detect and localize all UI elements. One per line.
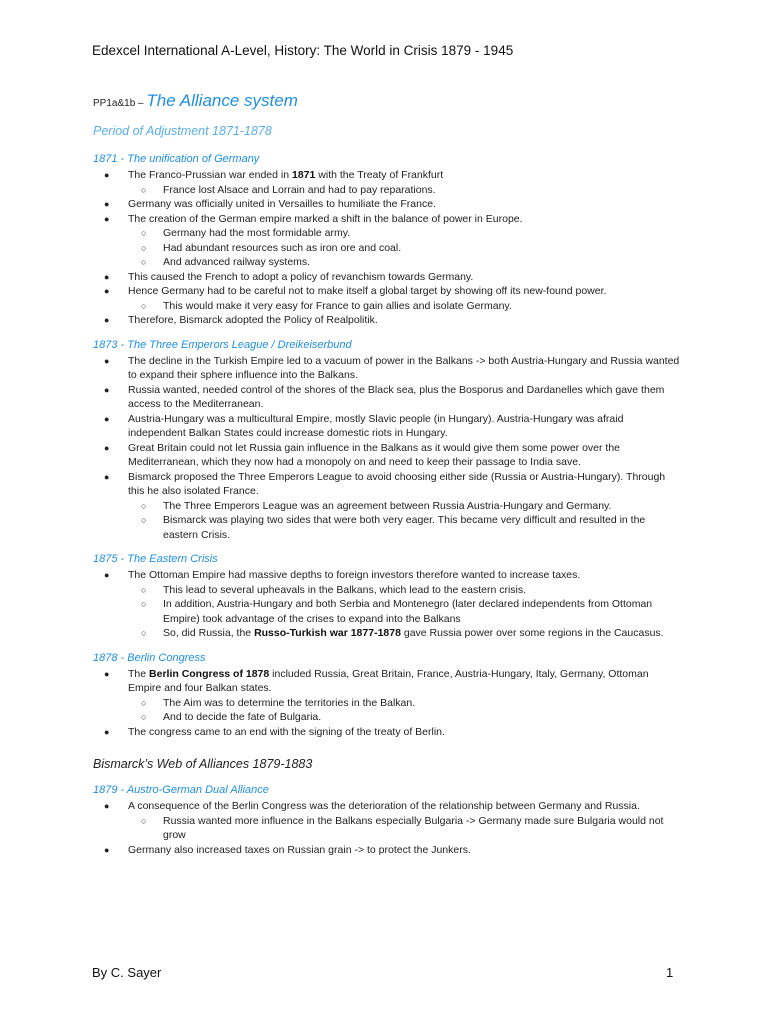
bullet-item xyxy=(93,197,683,212)
hollow-bullet-icon: ○ xyxy=(141,300,147,311)
item-text: And advanced railway systems. xyxy=(163,256,311,268)
item-text: France lost Alsace and Lorrain and had to pay reparations. xyxy=(163,183,436,196)
solid-bullet-icon: ● xyxy=(104,413,110,424)
sub-bullet-item xyxy=(93,241,683,256)
solid-bullet-icon: ● xyxy=(104,384,110,395)
bold-text: 1871 xyxy=(292,169,316,181)
bullet-item xyxy=(93,725,683,740)
item-text: The decline in the Turkish Empire led to a vacuum of power in the Balkans -> both Austria-Hungary and Russia wanted to expand their sphere influence into the Balkans. xyxy=(128,354,680,381)
sub-bullet-item xyxy=(93,299,683,314)
bullet-item xyxy=(93,667,683,696)
solid-bullet-icon: ● xyxy=(104,213,110,224)
sub-bullet-item xyxy=(93,499,683,514)
title-dash: – xyxy=(135,98,147,109)
document-title: The Alliance system xyxy=(146,91,298,110)
item-text: And to decide the fate of Bulgaria. xyxy=(163,711,322,723)
hollow-bullet-icon: ○ xyxy=(141,257,147,267)
page-header: Edexcel International A-Level, History: The World in Crisis 1879 - 1945 xyxy=(92,43,514,58)
item-text: Therefore, Bismarck adopted the Policy of Realpolitik. xyxy=(128,314,378,326)
item-text: included Russia, Great Britain, France, Austria-Hungary, Italy, Germany, Ottoman Empire and four Balkan states. xyxy=(128,667,649,694)
hollow-bullet-icon: ○ xyxy=(141,712,147,722)
solid-bullet-icon: ● xyxy=(104,170,110,180)
sub-bullet-item xyxy=(93,513,683,542)
hollow-bullet-icon: ○ xyxy=(141,228,147,238)
solid-bullet-icon: ● xyxy=(104,726,110,737)
item-text: So, did Russia, the xyxy=(163,627,255,639)
item-text: The Three Emperors League was an agreement between Russia Austria-Hungary and Germany. xyxy=(163,499,612,512)
hollow-bullet-icon: ○ xyxy=(141,242,147,253)
item-text: Russia wanted more influence in the Balkans especially Bulgaria -> Germany made sure Bulgaria would not grow xyxy=(163,814,664,841)
section-heading: 1875 - The Eastern Crisis xyxy=(93,553,218,565)
bold-text: Berlin Congress of 1878 xyxy=(149,667,270,680)
period-heading: Bismarck’s Web of Alliances 1879-1883 xyxy=(93,757,313,771)
item-text: Austria-Hungary was a multicultural Empire, mostly Slavic people (in Hungary). Austria-Hungary was afraid independent Balkan States could increase domestic riots in Hungary. xyxy=(128,412,624,439)
item-text: Germany had the most formidable army. xyxy=(163,227,351,239)
title-code: PP1a&1b xyxy=(93,98,136,109)
sub-bullet-item xyxy=(93,597,683,626)
hollow-bullet-icon: ○ xyxy=(141,515,147,525)
item-text: This caused the French to adopt a policy of revanchism towards Germany. xyxy=(128,270,474,283)
item-text: This would make it very easy for France to gain allies and isolate Germany. xyxy=(163,299,512,312)
item-text: This lead to several upheavals in the Balkans, which lead to the eastern crisis. xyxy=(163,583,527,596)
sub-bullet-item xyxy=(93,710,683,725)
item-text: The congress came to an end with the signing of the treaty of Berlin. xyxy=(128,725,445,738)
bullet-list xyxy=(93,168,683,328)
hollow-bullet-icon: ○ xyxy=(141,599,147,609)
item-text: Bismarck proposed the Three Emperors League to avoid choosing either side (Russia or Austria-Hungary). Through this he also isolated France. xyxy=(128,470,666,497)
sub-bullet-item xyxy=(93,226,683,241)
item-text: Germany also increased taxes on Russian grain -> to protect the Junkers. xyxy=(128,843,471,856)
sub-bullet-item xyxy=(93,183,683,198)
item-text: with the Treaty of Frankfurt xyxy=(315,169,444,181)
solid-bullet-icon: ● xyxy=(104,471,110,482)
item-text: Russia wanted, needed control of the shores of the Black sea, plus the Bosporus and Dardanelles which gave them access to the Mediterranean. xyxy=(128,383,665,410)
item-text: Great Britain could not let Russia gain influence in the Balkans as it would give them some power over the Mediterranean, which they now had a monopoly on and need to keep their passage to India save. xyxy=(128,441,621,468)
periods-container xyxy=(93,124,683,857)
bullet-item xyxy=(93,270,683,285)
hollow-bullet-icon: ○ xyxy=(141,584,147,595)
item-text: In addition, Austria-Hungary and both Serbia and Montenegro (later declared independents from Ottoman Empire) took advantage of the crises to expand into the Balkans xyxy=(163,598,653,625)
bullet-item xyxy=(93,212,683,227)
item-text: gave Russia power over some regions in the Caucasus. xyxy=(400,627,664,639)
document-body xyxy=(93,90,683,857)
sub-bullet-item xyxy=(93,814,683,843)
item-text: Germany was officially united in Versailles to humiliate the France. xyxy=(128,198,436,210)
solid-bullet-icon: ● xyxy=(104,668,110,679)
sub-bullet-item xyxy=(93,255,683,270)
bullet-item xyxy=(93,168,683,183)
bullet-item xyxy=(93,799,683,814)
bullet-item xyxy=(93,412,683,441)
solid-bullet-icon: ● xyxy=(104,199,110,209)
item-text: The Ottoman Empire had massive depths to foreign investors therefore wanted to increase taxes. xyxy=(128,569,581,581)
hollow-bullet-icon: ○ xyxy=(141,500,147,511)
item-text: A consequence of the Berlin Congress was the deterioration of the relationship between Germany and Russia. xyxy=(128,800,640,812)
section-heading: 1873 - The Three Emperors League / Dreikeiserbund xyxy=(93,338,352,351)
footer-author: By C. Sayer xyxy=(92,965,162,980)
hollow-bullet-icon: ○ xyxy=(141,184,147,195)
item-text: Bismarck was playing two sides that were both very eager. This became very difficult and resulted in the eastern Crisis. xyxy=(163,514,646,541)
item-text: The Aim was to determine the territories in the Balkan. xyxy=(163,696,416,709)
bullet-list xyxy=(93,799,683,857)
title-line xyxy=(93,90,683,115)
bullet-item xyxy=(93,383,683,412)
item-text: The Franco-Prussian war ended in xyxy=(128,169,292,181)
bullet-item xyxy=(93,354,683,383)
sub-bullet-item xyxy=(93,626,683,641)
footer-page-number: 1 xyxy=(666,965,674,980)
bullet-list xyxy=(93,354,683,543)
period-heading: Period of Adjustment 1871-1878 xyxy=(93,124,272,138)
section-heading: 1878 - Berlin Congress xyxy=(93,651,206,664)
solid-bullet-icon: ● xyxy=(104,570,110,580)
solid-bullet-icon: ● xyxy=(104,355,110,366)
item-text: Hence Germany had to be careful not to make itself a global target by showing off its new-found power. xyxy=(128,285,607,297)
item-text: The creation of the German empire marked a shift in the balance of power in Europe. xyxy=(128,212,523,225)
bullet-item xyxy=(93,470,683,499)
hollow-bullet-icon: ○ xyxy=(141,697,147,708)
solid-bullet-icon: ● xyxy=(104,844,110,855)
hollow-bullet-icon: ○ xyxy=(141,815,147,826)
bold-text: Russo-Turkish war 1877-1878 xyxy=(254,627,401,639)
section-heading: 1871 - The unification of Germany xyxy=(93,153,260,165)
item-text: The xyxy=(128,667,150,680)
bullet-list xyxy=(93,568,683,641)
item-text: Had abundant resources such as iron ore and coal. xyxy=(163,241,402,254)
solid-bullet-icon: ● xyxy=(104,315,110,325)
solid-bullet-icon: ● xyxy=(104,286,110,296)
solid-bullet-icon: ● xyxy=(104,271,110,282)
bullet-item xyxy=(93,441,683,470)
bullet-list xyxy=(93,667,683,740)
sub-bullet-item xyxy=(93,696,683,711)
bullet-item xyxy=(93,568,683,583)
bullet-item xyxy=(93,284,683,299)
solid-bullet-icon: ● xyxy=(104,442,110,453)
sub-bullet-item xyxy=(93,583,683,598)
solid-bullet-icon: ● xyxy=(104,801,110,811)
section-heading: 1879 - Austro-German Dual Alliance xyxy=(93,784,269,796)
bullet-item xyxy=(93,313,683,328)
bullet-item xyxy=(93,843,683,858)
hollow-bullet-icon: ○ xyxy=(141,628,147,638)
